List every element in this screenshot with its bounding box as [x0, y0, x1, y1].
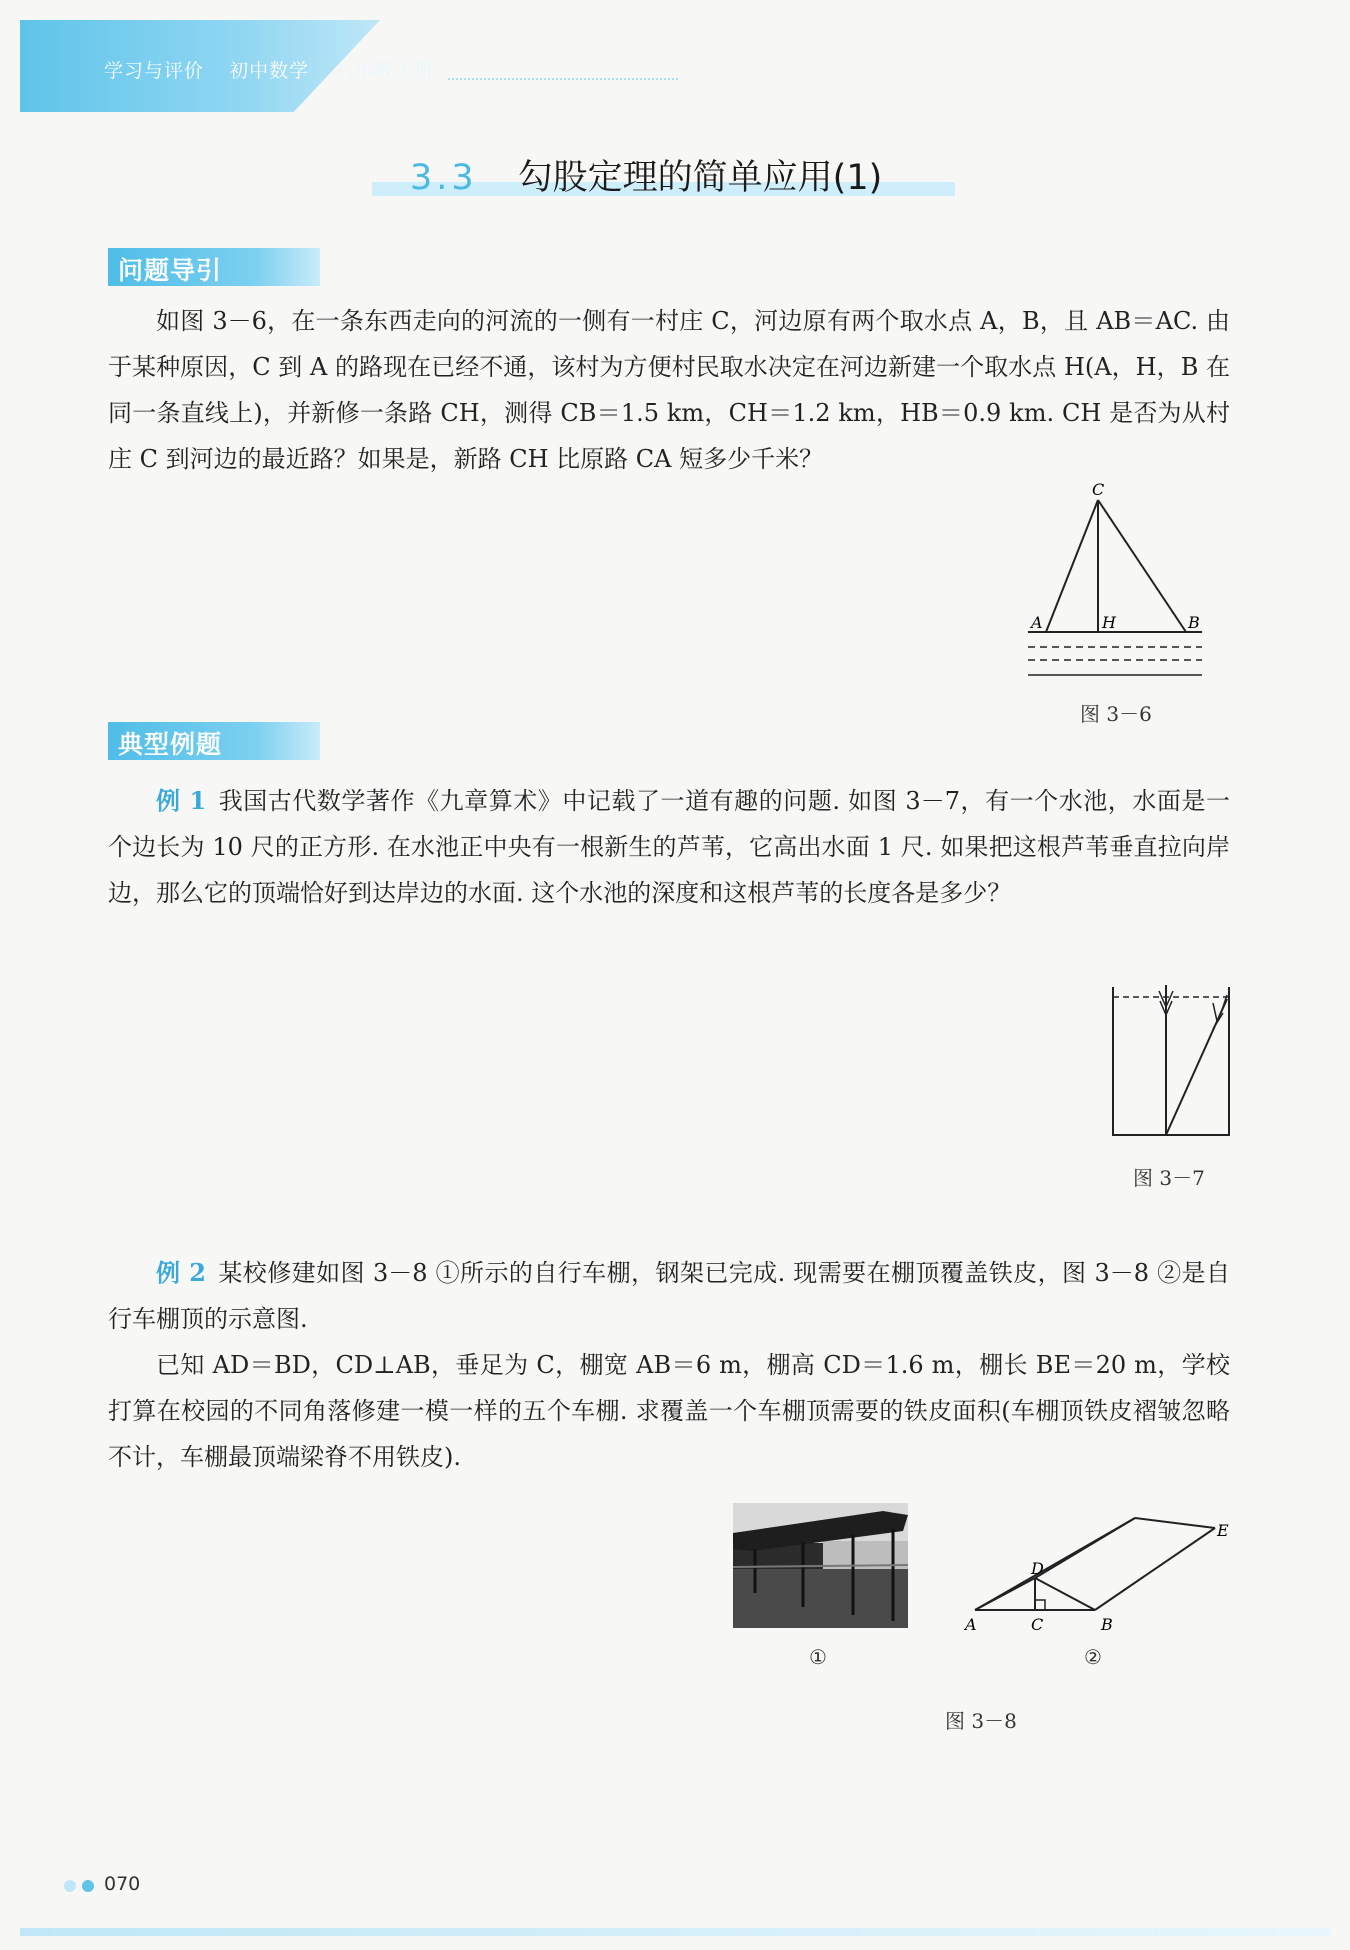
pool-walls [1113, 987, 1229, 1135]
caption-3-6: 图 3－6 [1080, 702, 1152, 726]
label-a: A [965, 1615, 977, 1634]
running-header [104, 56, 452, 83]
section-tag-examples [108, 722, 320, 760]
section-tag-intro-label: 问题导引 [118, 256, 223, 285]
caption-3-8-sub1: ① [809, 1645, 827, 1669]
roof-top-edge [1135, 1518, 1215, 1528]
section-tag-examples-label: 典型例题 [118, 730, 223, 759]
label-a: A [1031, 613, 1043, 632]
example2-text-2: 已知 AD＝BD，CD⊥AB，垂足为 C，棚宽 AB＝6 m，棚高 CD＝1.6 m，棚长 BE＝20 m，学校打算在校园的不同角落修建一模一样的五个车棚. 求覆盖一个车棚顶需要的铁皮面积(车棚顶铁皮褶皱忽略不计，车棚最顶端梁脊不用铁皮). [108, 1351, 1230, 1471]
intro-text: 如图 3－6，在一条东西走向的河流的一侧有一村庄 C，河边原有两个取水点 A，B，且 AB＝AC. 由于某种原因，C 到 A 的路现在已经不通，该村为方便村民取水决定在河边新建一个取水点 H(A，H，B 在同一条直线上)，并新修一条路 CH，测得 CB＝1.5 km，CH＝1.2 km，HB＝0.9 km. CH 是否为从村庄 C 到河边的最近路？如果是，新路 CH 比原路 CA 短多少千米？ [108, 307, 1230, 473]
footer-dot-1 [64, 1880, 76, 1892]
section-tag-intro [108, 248, 320, 286]
intro-paragraph [108, 298, 1230, 482]
example2-text-1: 某校修建如图 3－8 ①所示的自行车棚，钢架已完成. 现需要在棚顶覆盖铁皮，图 3－8 ②是自行车棚顶的示意图. [108, 1259, 1230, 1333]
right-angle-mark [1035, 1600, 1045, 1610]
bottom-band [20, 1928, 1330, 1936]
roof-ridge [1035, 1518, 1135, 1578]
reed-leaf-1 [1159, 991, 1166, 1007]
example2-paragraph [108, 1250, 1230, 1480]
header-grade: 八年级上册 [334, 60, 435, 82]
reed-slanted-leaf-1 [1213, 1003, 1217, 1021]
header-subject: 初中数学 [229, 60, 310, 82]
section-number: 3.3 [410, 158, 478, 198]
label-b: B [1188, 613, 1200, 632]
bike-shed-photo [733, 1503, 908, 1628]
header-book: 学习与评价 [104, 60, 205, 82]
photo-ground [733, 1569, 908, 1628]
example1-label: 例 1 [156, 786, 207, 815]
label-d: D [1031, 1559, 1044, 1578]
footer-dot-2 [82, 1880, 94, 1892]
header-dotted-line [448, 78, 678, 80]
figure-3-7 [1105, 985, 1235, 1140]
reed-slanted [1166, 999, 1227, 1135]
caption-3-8: 图 3－8 [945, 1709, 1017, 1733]
caption-3-8-sub2: ② [1084, 1645, 1102, 1669]
reed-leaf-2 [1166, 991, 1173, 1007]
example1-text: 我国古代数学著作《九章算术》中记载了一道有趣的问题. 如图 3－7，有一个水池，水面是一个边长为 10 尺的正方形. 在水池正中央有一根新生的芦苇，它高出水面 1 尺. 如果把这根芦苇垂直拉向岸边，那么它的顶端恰好到达岸边的水面. 这个水池的深度和这根芦苇的长度各是多少？ [108, 787, 1230, 907]
label-c: C [1031, 1615, 1044, 1634]
caption-3-7: 图 3－7 [1133, 1166, 1205, 1190]
label-h: H [1102, 613, 1116, 632]
example2-label: 例 2 [156, 1258, 206, 1287]
figure-3-8-diagram [955, 1500, 1235, 1640]
roof-be [1095, 1528, 1215, 1610]
section-title: 勾股定理的简单应用(1) [517, 158, 883, 198]
reed-slanted-leaf-3 [1213, 1013, 1223, 1029]
label-b: B [1101, 1615, 1113, 1634]
roof-db [1035, 1578, 1095, 1610]
page-number: 070 [104, 1873, 141, 1895]
label-c: C [1092, 480, 1105, 499]
label-e: E [1217, 1521, 1229, 1540]
example1-paragraph [108, 778, 1230, 916]
page-title [410, 150, 882, 200]
figure-3-6 [1020, 480, 1220, 685]
bike-shed-photo-art [733, 1503, 908, 1628]
segment-ca [1046, 500, 1098, 632]
